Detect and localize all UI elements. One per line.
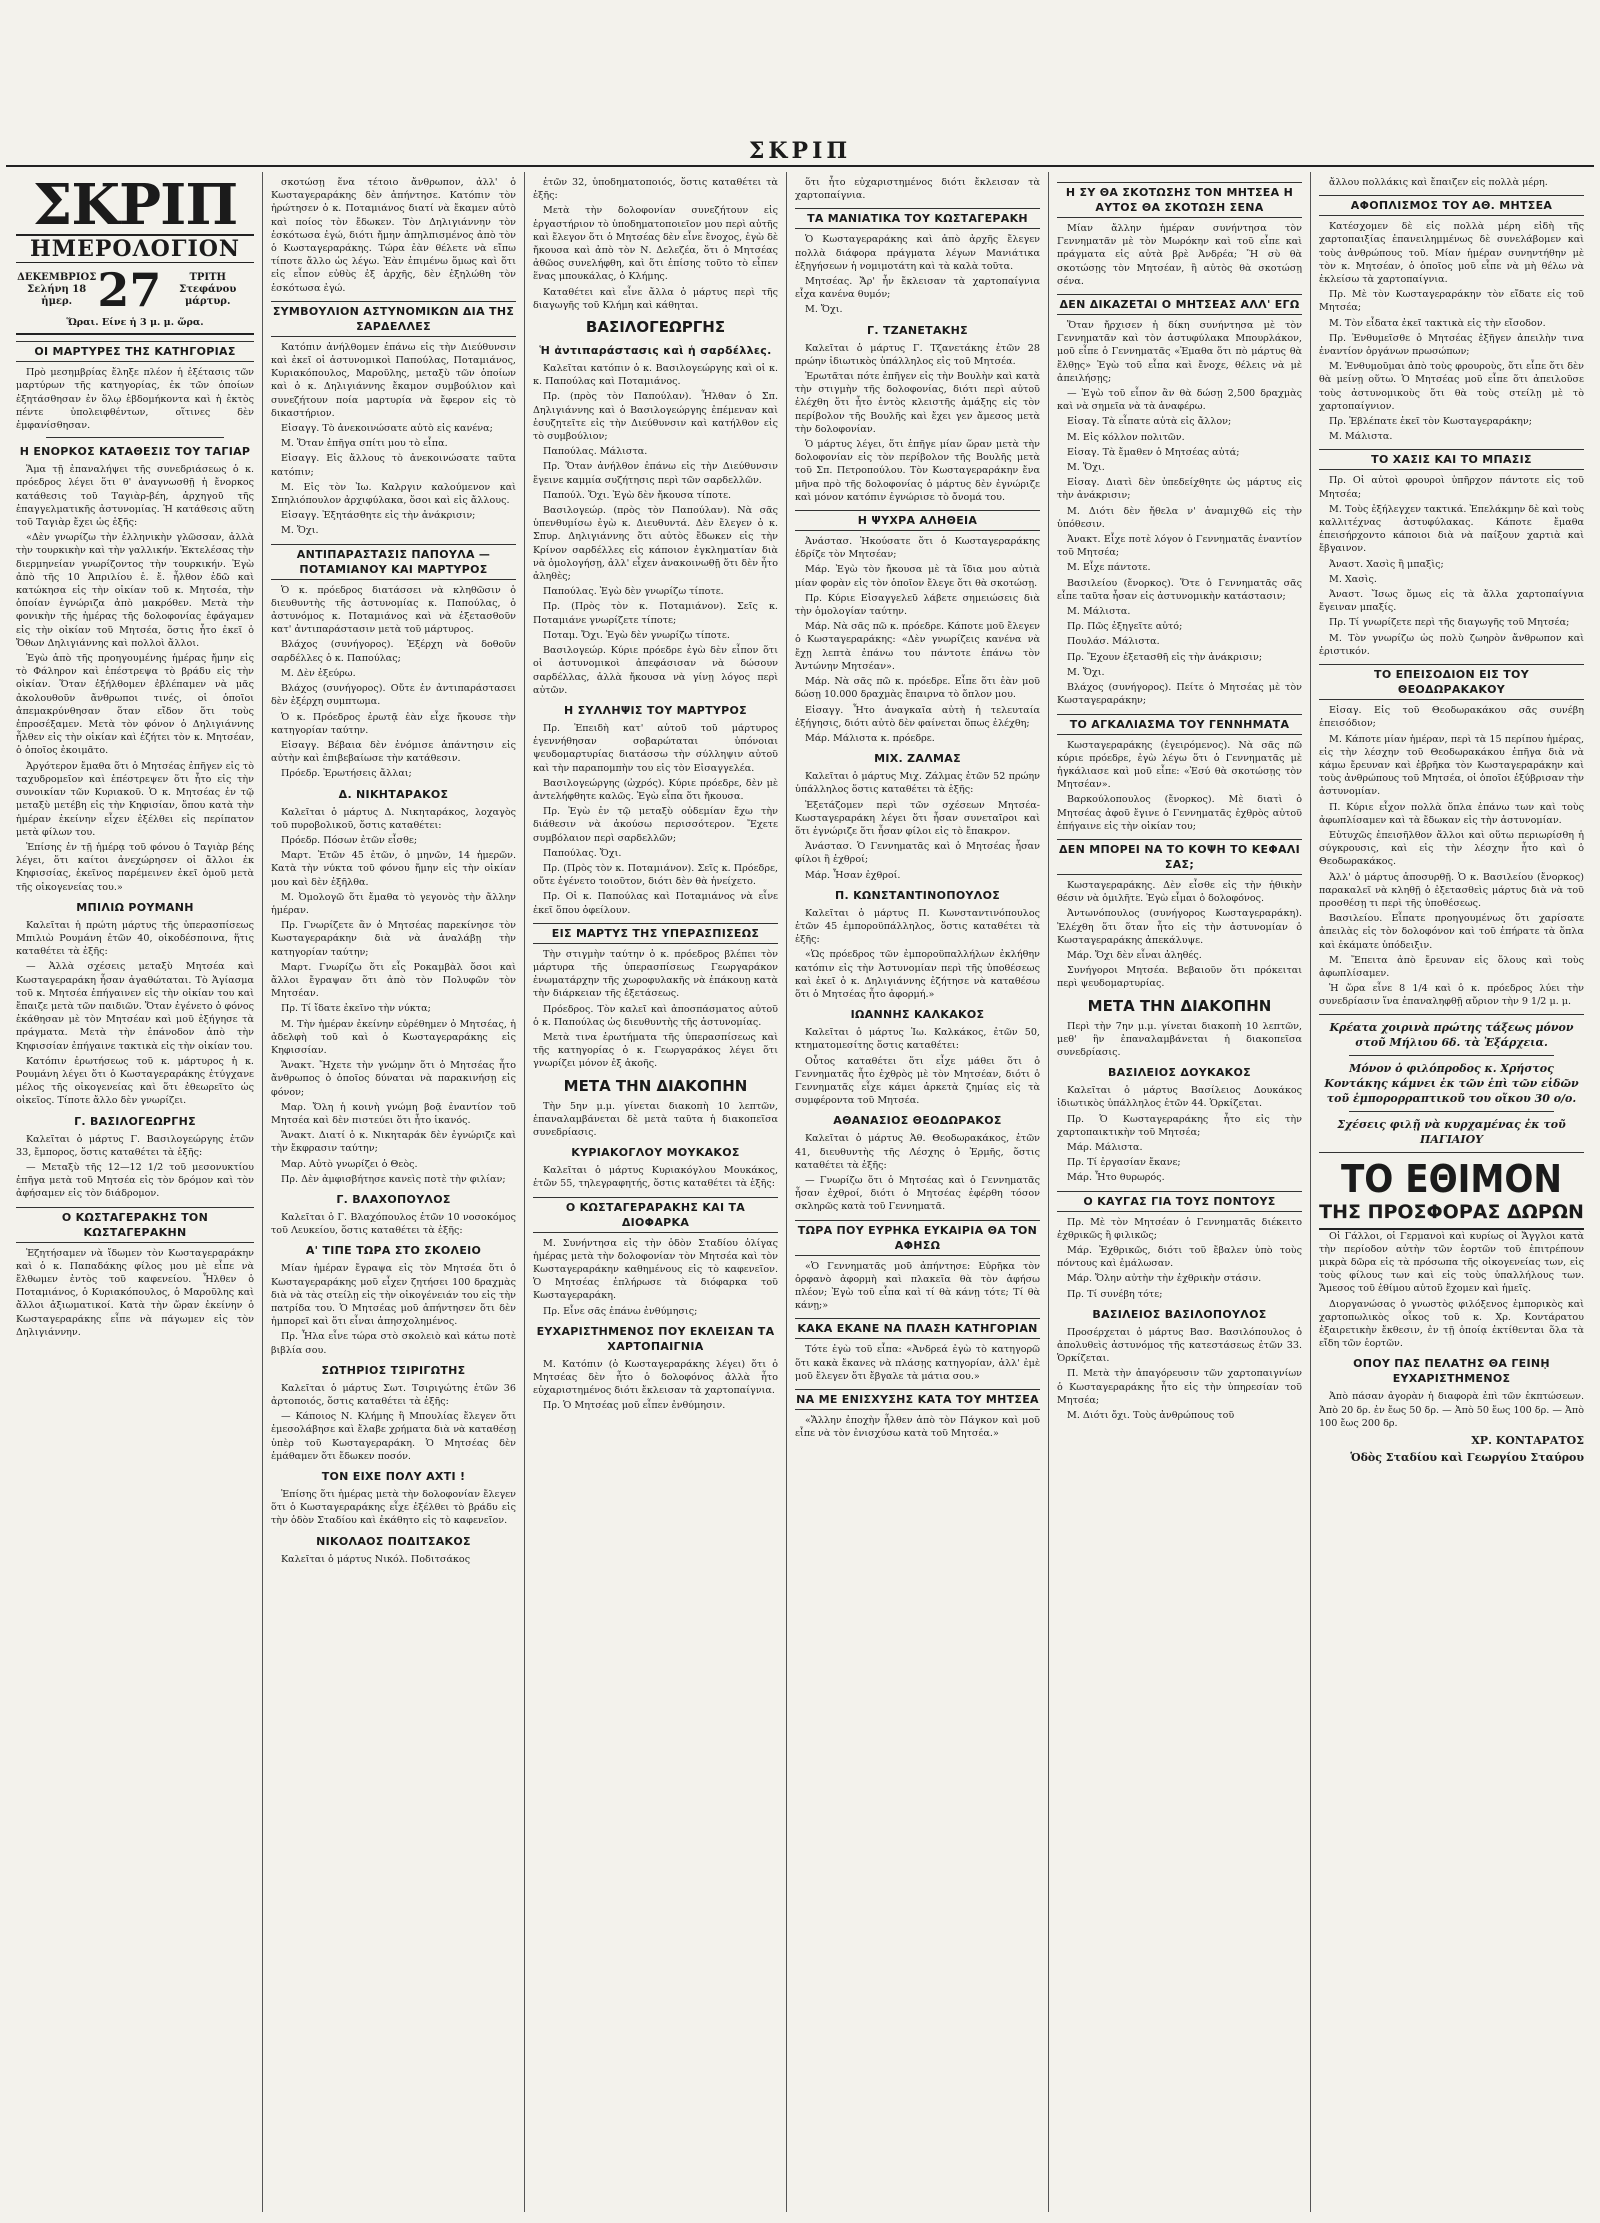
paragraph: Πρ. (πρὸς τὸν Παπούλαν). Ἦλθαν ὁ Σπ. Δηλιγιάννης καὶ ὁ Βασιλογεώργης ἐπέμεναν καὶ ἐσυζητεῖτε εἰς τὴν Διεύθυνσιν καὶ κατήλθον εἰς τὸ συμβούλιον; (533, 391, 778, 443)
headline: ΤΑ ΜΑΝΙΑΤΙΚΑ ΤΟΥ ΚΩΣΤΑΓΕΡΑΚΗ (795, 208, 1040, 229)
paragraph: Ἀνάστασ. Ἠκούσατε ὅτι ὁ Κωσταγεραράκης ἐδρίζε τὸν Μητσέαν; (795, 536, 1040, 561)
paragraph: Εὐτυχῶς ἐπεισῆλθον ἄλλοι καὶ οὕτω περιωρίσθη ἡ σύγκρουσις, καὶ εἰς τὴν λέσχην ἦτο καὶ ὁ Θεοδωρακάκος. (1319, 829, 1584, 868)
paragraph: ὅτι ἦτο εὐχαριστημένος διότι ἔκλεισαν τὰ χαρτοπαίγνια. (795, 177, 1040, 202)
paragraph: σκοτώσῃ ἕνα τέτοιο ἄνθρωπον, ἀλλ' ὁ Κωσταγεραράκης δὲν ἀπήντησε. Κατόπιν τὸν ἠρώτησεν ὁ κ. Ποταμιάνος διατί νὰ ἔκαμεν αὐτὸ καὶ ποίος τὸν ἔδωκεν. Τὸν Δηλιγιάννην τὸν ἐσκότωσα ἐγώ, διότι ἤμην ἀπηλπισμένος ἀπὸ τὸν ὁ Κωσταγεραράκης. Τώρα ἐὰν θέλετε νὰ εἴπω τίποτε ἄλλο ὡς λέγω. Ἐὰν ἐπιμένω ὅμως καὶ ὅτι εἰς εἶπον εὐθὺς ἐξ ἀρχῆς, δὲν ἐξηλώθη τὸν ἐσκότωσα ἐγώ. (271, 177, 516, 294)
paragraph: Πουλάσ. Μάλιστα. (1067, 636, 1160, 648)
paragraph: Πρ. Τί ἴδατε ἐκεῖνο τὴν νύκτα; (281, 1003, 431, 1015)
paragraph: Καλεῖται ὁ μάρτυς Γ. Βασιλογεώργης ἐτῶν 33, ἔμπορος, ὅστις καταθέτει τὰ ἑξῆς: (16, 1133, 254, 1158)
paragraph: Ἐγὼ ἀπὸ τῆς προηγουμένης ἡμέρας ἤμην εἰς τὸ Φάληρον καὶ ἐπέστρεψα τὸ βράδυ εἰς τὴν οἰκίαν. Ὅταν ἐξήλθομεν ἐβλέπαμεν νὰ μᾶς ἀκολουθοῦν ἄνθρωποι τινές, οἱ ὁποῖοι ἀπεμακρύνθησαν ὅταν εἴδον ὅτι τοὺς ἐπροσέξαμεν. Μετὰ τὸν φόνον ὁ Δηλιγιάννης ἦλθεν εἰς τὴν οἰκίαν καὶ ἐζήτει τὸν κ. Μητσέαν, ὁ ὁποῖος ἐκοιμᾶτο. (16, 653, 254, 757)
paragraph: Βλάχος (συνήγορος). Πείτε ὁ Μητσέας μὲ τὸν Κωσταγεραράκην; (1057, 682, 1302, 707)
paragraph: Μ. Διότι ὄχι. Τοὺς ἀνθρώπους τοῦ (1067, 1410, 1235, 1422)
paragraph: Πρ. Ὁ Κωσταγεραράκης ἦτο εἰς τὴν χαρτοπαικτικὴν τοῦ Μητσέα; (1057, 1113, 1302, 1138)
headline: ΒΑΣΙΛΟΓΕΩΡΓΗΣ (585, 318, 726, 337)
paragraph: Πρ. Τί συνέβη τότε; (1067, 1288, 1163, 1300)
paragraph: Πρὸ μεσημβρίας ἔληξε πλέον ἡ ἐξέτασις τῶν μαρτύρων τῆς κατηγορίας, ἐκ τῶν ὁποίων ἐξητάσθησαν ἐν ὅλῳ ἑβδομήκοντα καὶ ἡ ἐκτὸς πέντε ὑπολειφθέντων, οἵτινες δὲν ἐμφανίσθησαν. (16, 367, 254, 432)
paragraph: Πρ. Μὲ τὸν Μητσέαν ὁ Γεννηματᾶς διέκειτο ἐχθρικῶς ἢ φιλικῶς; (1057, 1216, 1302, 1241)
paragraph: Μ. Χασὶς. (1329, 573, 1377, 585)
paragraph: Μ. Δὲν ἐξεύρω. (281, 667, 356, 679)
headline: Ο ΚΑΥΓΑΣ ΓΙΑ ΤΟΥΣ ΠΟΝΤΟΥΣ (1057, 1191, 1302, 1212)
paragraph: Πρ. Τί ἐργασίαν ἔκανε; (1067, 1157, 1181, 1169)
paragraph: Μ. Εἶχε πάντοτε. (1067, 562, 1151, 574)
paragraph: Καλεῖται κατόπιν ὁ κ. Βασιλογεώργης καὶ οἱ κ. κ. Παπούλας καὶ Ποταμιάνος. (533, 363, 778, 388)
paragraph: Βασιλογεώργης (ὠχρός). Κύριε πρόεδρε, δὲν μὲ ἀντελήφθητε καλῶς. Ἐγὼ εἶπα ὅτι ἤκουσα. (533, 777, 778, 802)
paragraph: Πρ. Ὁ Μητσέας μοῦ εἶπεν ἐνθύμησιν. (543, 1400, 726, 1412)
headline: ΔΕΝ ΔΙΚΑΖΕΤΑΙ Ο ΜΗΤΣΕΑΣ ΑΛΛ' ΕΓΩ (1057, 294, 1302, 315)
paragraph: Ἐπίσης ἐν τῇ ἡμέρᾳ τοῦ φόνου ὁ Ταγιὰρ βέης λέγει, ὅτι καίτοι ἀνεχώρησεν οἱ ἄλλοι ἐκ Κηφισσίας, ἐκεῖνος παρέμεινεν ἐκεῖ ὁμοῦ μετὰ τῆς οἰκογενείας του.» (16, 841, 254, 893)
paragraph: Μ. Διότι δὲν ἤθελα ν' ἀναμιχθῶ εἰς τὴν ὑπόθεσιν. (1057, 505, 1302, 530)
paragraph: Μίαν ἡμέραν ἔγραψα εἰς τὸν Μητσέα ὅτι ὁ Κωσταγεραράκης μοῦ εἶχεν ζητήσει 100 δραχμὰς διὰ νὰ τὰς στείλῃ εἰς τὴν οἰκογένειάν του εἰς τὴν πατρίδα του. Ὁ Μητσέας μοῦ ἀπήντησεν ὅτι δὲν ἠμπορεῖ καὶ ὅτι εἶναι ἀπησχολημένος. (271, 1263, 516, 1328)
paragraph: Μ. Τὸν εἶδατα ἐκεῖ τακτικὰ εἰς τὴν εἴσοδον. (1329, 317, 1546, 329)
headline: ΜΕΤΑ ΤΗΝ ΔΙΑΚΟΠΗΝ (563, 1076, 748, 1095)
paragraph: Μαρτ. Γνωρίζω ὅτι εἶς Ροκαμβὰλ ὅσοι καὶ ἄλλοι ἔγραψαν ὅτι ἀπὸ τὸν Πολυφῶν τὸν Μητσέαν. (271, 961, 516, 1000)
headline: ΝΑ ΜΕ ΕΝΙΣΧΥΣΗΣ ΚΑΤΑ ΤΟΥ ΜΗΤΣΕΑ (795, 1389, 1040, 1410)
headline: ΜΠΙΛΙΩ ΡΟΥΜΑΝΗ (76, 900, 194, 914)
paragraph: Ὁ Κωσταγεραράκης καὶ ἀπὸ ἀρχῆς ἔλεγεν πολλὰ διάφορα πράγματα λέγων Μανιάτικα ἐξηγήσεων ἡ νομιμοτάτη καὶ τὰ καλὰ τοῦτα. (795, 234, 1040, 272)
headline: ΑΝΤΙΠΑΡΑΣΤΑΣΙΣ ΠΑΠΟΥΛΑ — ΠΟΤΑΜΙΑΝΟΥ ΚΑΙ ΜΑΡΤΥΡΟΣ (271, 544, 516, 580)
paragraph: Κωσταγεραράκης. Δὲν εἶσθε εἰς τὴν ἡθικὴν θέσιν νὰ ὁμιλῆτε. Ἐγὼ εἶμαι ὁ δολοφόνος. (1057, 879, 1302, 905)
divider (1349, 1111, 1554, 1112)
paragraph: Πρ. (Πρὸς τὸν κ. Ποταμιάνον). Σεῖς κ. Πρόεδρε, οὔτε ἐγένετο τοιοῦτον, διότι δὲν θὰ ἠνείχετο. (533, 862, 778, 888)
paragraph: Μ. Μάλιστα. (1067, 606, 1131, 618)
headline: ΕΥΧΑΡΙΣΤΗΜΕΝΟΣ ΠΟΥ ΕΚΛΕΙΣΑΝ ΤΑ ΧΑΡΤΟΠΑΙΓΝΙΑ (536, 1324, 775, 1353)
paragraph: — Μεταξὺ τῆς 12—12 1/2 τοῦ μεσονυκτίου ἐπῆγα μετὰ τοῦ Μητσέα εἰς τὸν δρόμον καὶ τὸν ἀφήσαμεν εἰς τὸν διάδρομον. (16, 1161, 254, 1200)
column-3 (525, 172, 787, 2212)
headline: Η ΣΥΛΛΗΨΙΣ ΤΟΥ ΜΑΡΤΥΡΟΣ (564, 703, 747, 717)
paragraph: Ὁ κ. Πρόεδρος ἐρωτᾷ ἐὰν εἶχε ἤκουσε τὴν κατηγορίαν ταύτην. (271, 711, 516, 736)
headline: ΑΘΑΝΑΣΙΟΣ ΘΕΟΔΩΡΑΚΟΣ (833, 1114, 1002, 1128)
date-left (16, 272, 97, 308)
paragraph: Εἰσαγγ. Ἐξητάσθητε εἰς τὴν ἀνάκρισιν; (281, 510, 476, 522)
paragraph: Π. Μετὰ τὴν ἀπαγόρευσιν τῶν χαρτοπαιγνίων ὁ Κωσταγεραράκης ἦτο εἰς τὴν ὑπηρεσίαν τοῦ Μητσέα; (1057, 1368, 1302, 1406)
headline: Γ. ΒΛΑΧΟΠΟΥΛΟΣ (336, 1193, 451, 1206)
paragraph: Βαρκούλοπουλος (ἔνορκος). Μὲ διατὶ ὁ Μητσέας ἀφοῦ ἔγινε ὁ Γεννηματᾶς ἐχθρὸς αὐτοῦ ἐπήγαινε εἰς τὴν οἰκίαν του; (1057, 794, 1302, 832)
paragraph: Συνήγοροι Μητσέα. Βεβαιοῦν ὅτι πρόκειται περὶ ψευδομαρτυρίας. (1057, 965, 1302, 990)
paragraph: Πρ. Ἔχουν ἐξετασθῆ εἰς τὴν ἀνάκρισιν; (1067, 651, 1263, 663)
headline: ΚΑΚΑ ΕΚΑΝΕ ΝΑ ΠΛΑΣΗ ΚΑΤΗΓΟΡΙΑΝ (795, 1318, 1040, 1339)
time-note: Ὥραι. Είνε ἡ 3 μ. μ. ὥρα. (66, 317, 204, 328)
paragraph: Ἐζητήσαμεν νὰ ἴδωμεν τὸν Κωσταγεραράκην καὶ ὁ κ. Παπαδάκης φίλος μου μὲ εἶπε νὰ ἔλθωμεν ἐντὸς τοῦ καφενείου. Ἦλθεν ὁ Ποταμιάνος, ὁ Κυριακόπουλος, ὁ Μαροῦλης καὶ ἄλλοι ἀξιωματικοί. Κατὰ τὴν ὥραν ἐκείνην ὁ Κωσταγεραράκης εἶπε νὰ πάγωμεν εἰς τὸν Δηλιγιάννην. (16, 1247, 254, 1338)
column-1 (8, 172, 263, 2212)
paragraph: Μ. Ὄχι. (1067, 666, 1105, 678)
logo-subtitle: ΗΜΕΡΟΛΟΓΙΟΝ (16, 234, 254, 263)
paragraph: Πρόεδρ. Ἐρωτήσεις ἄλλαι; (281, 768, 412, 780)
paragraph: Καταθέτει καὶ εἶνε ἄλλα ὁ μάρτυς περὶ τῆς διαγωγῆς τοῦ Κλήμη καὶ κάθηται. (533, 286, 778, 311)
paragraph: Ἐρωτᾶται πότε ἐπῆγεν εἰς τὴν Βουλὴν καὶ κατὰ τὴν στιγμὴν τῆς δολοφονίας, διότι περὶ αὐτοῦ ἐλέχθη ὅτι ἦτο ἐντὸς κλειστῆς ἁμάξης εἰς τὸν περίβολον τῆς Βουλῆς καὶ ἔχει γεν ἄμεσος μετὰ τὴν δολοφονίαν. (795, 371, 1040, 435)
paragraph: Μ. Τὴν ἡμέραν ἐκείνην εὐρέθημεν ὁ Μητσέας, ἡ ἀδελφὴ τοῦ καὶ ὁ Κωσταγεραράκης εἰς Κηφισσίαν. (271, 1018, 516, 1056)
paragraph: — Γνωρίζω ὅτι ὁ Μητσέας καὶ ὁ Γεννηματᾶς ἦσαν ἐχθροί, διότι ὁ Μητσέας ἐφέρθη τόσον σκληρῶς κατὰ τοῦ Γεννηματᾶ. (795, 1174, 1040, 1213)
day-number: 27 (97, 263, 162, 317)
headline: Η ΕΝΟΡΚΟΣ ΚΑΤΑΘΕΣΙΣ ΤΟΥ ΤΑΓΙΑΡ (19, 445, 251, 459)
paragraph: Μ. Τοὺς ἐξήλεγχεν τακτικά. Ἐπελάκμην δὲ καὶ τοὺς καλλιτέχνας ἀστυφύλακας. Κάποτε ἔμαθα ἐπεισήρχοντο κάποιοι διὰ νὰ παίξουν χαρτιὰ καὶ ἔβγαινον. (1319, 503, 1584, 555)
paragraph: Καλεῖται ὁ μάρτυς Δ. Νικηταράκος, λοχαγὸς τοῦ πυροβολικοῦ, ὅστις καταθέτει: (271, 806, 516, 831)
paragraph: Μάρ. Ἦτο θυρωρός. (1067, 1172, 1165, 1184)
paragraph: Ὁ κ. πρόεδρος διατάσσει νὰ κληθῶσιν ὁ διευθυντὴς τῆς ἀστυνομίας κ. Παπούλας, ὁ ἀστυνόμος κ. Ποταμιάνος καὶ νὰ ἐξετασθοῦν κατ' ἀντιπαράστασιν μετὰ τοῦ μάρτυρος. (271, 584, 516, 636)
paragraph: Μ. Κάποτε μίαν ἡμέραν, περὶ τὰ 15 περίπου ἡμέρας, εἰς τὴν λέσχην τοῦ Θεοδωρακάκου ἐπῆγα διὰ νὰ κάμω ἔρευναν καὶ ἐβρῆκα τὸν Κωσταγεραράκην καὶ τοὺς ἀνθρώπους τοῦ Μητσέα, οἱ ὁποῖοι ἐξύβρισαν τὴν ἀστυνομίαν. (1319, 733, 1584, 798)
paragraph: Μαρ. Ὄλη ἡ κοινὴ γνώμη βοᾷ ἐναντίον τοῦ Μητσέα καὶ δὲν πιστεύει ὅτι ἦτο ἱκανός. (271, 1101, 516, 1126)
paragraph: Μ. Εἰς τὸν Ἰω. Καλργιν καλούμενον καὶ Σπηλιόπουλον ἀρχιφύλακα, ὅσοι καὶ εἰς ἄλλους. (271, 481, 516, 507)
logo-block (16, 172, 254, 335)
paragraph: Πρ. Πῶς ἐξηγεῖτε αὐτό; (1067, 621, 1183, 633)
headline: ΜΙΧ. ΖΑΛΜΑΣ (874, 752, 961, 766)
weekday: ΤΡΙΤΗ (189, 272, 226, 283)
paragraph: Ἄνακτ. Διατί ὁ κ. Νικηταράκ δὲν ἐγνώριζε καὶ τὴν ἔκφρασιν ταύτην; (271, 1130, 516, 1155)
paragraph: Βλάχος (συνήγορος). Οὔτε ἐν ἀντιπαράστασει δὲν ἐξέρχη συμπτωμα. (271, 683, 516, 708)
paragraph: Καλεῖται ὁ Γ. Βλαχόπουλος ἐτῶν 10 νοσοκόμος τοῦ Λευκείου, ὅστις καταθέτει τὰ ἑξῆς: (271, 1212, 516, 1237)
headline: ΒΑΣΙΛΕΙΟΣ ΒΑΣΙΛΟΠΟΥΛΟΣ (1092, 1307, 1267, 1321)
paragraph: Εἰσαγ. Τὰ εἶπατε αὐτὰ εἰς ἄλλον; (1067, 416, 1232, 428)
headline: ΣΥΜΒΟΥΛΙΟΝ ΑΣΤΥΝΟΜΙΚΩΝ ΔΙΑ ΤΗΣ ΣΑΡΔΕΛΛΕΣ (271, 301, 516, 337)
paragraph: Εἰσαγγ. Ἦτο ἀναγκαῖα αὐτὴ ἡ τελευταία ἐξήγησις, διότι αὐτὸ δὲν φαίνεται ὅπως ἐλέχθη; (795, 704, 1040, 729)
paragraph: Μ. Τὸν γνωρίζω ὡς πολὺ ζωηρὸν ἄνθρωπον καὶ ἐριστικόν. (1319, 632, 1584, 657)
column-2 (263, 172, 525, 2212)
paragraph: Πρ. Οἱ αὐτοὶ φρουροὶ ὑπῆρχον πάντοτε εἰς τοῦ Μητσέα; (1319, 475, 1584, 500)
paragraph: — Ἐγὼ τοῦ εἶπον ἂν θὰ δώσῃ 2,500 δραχμὰς καὶ νὰ σημεῖα νὰ τὰ ἀναφέρω. (1057, 388, 1302, 413)
advertisement (1319, 1020, 1584, 1230)
paragraph: Μάρ. Μάλιστα. (1067, 1141, 1143, 1153)
headline: ΑΦΟΠΛΙΣΜΟΣ ΤΟΥ ΑΘ. ΜΗΤΣΕΑ (1319, 195, 1584, 216)
paragraph: — Ἀλλὰ σχέσεις μεταξὺ Μητσέα καὶ Κωσταγεραράκη ἦσαν ἀγαθώταται. Τὸ Ἁγίασμα τοῦ κ. Μητσέα ἐπήγαινεν εἰς τὴν οἰκίαν του καὶ ἔπαιζε μετὰ τῶν παιδιῶν. Ὅταν ἐγένετο ὁ φόνος ἐκάθησαν μὲ τὸν Μητσέαν καὶ μοῦ ἐξήγησε τὰ πράγματα. Μετὰ τὴν ἐπάνοδον ἀπὸ τὴν Κηφισσίαν ἐπήγαινε τακτικὰ εἰς τὴν οἰκίαν του. (16, 961, 254, 1052)
paragraph: Περὶ τὴν 7ην μ.μ. γίνεται διακοπὴ 10 λεπτῶν, μεθ' ἣν ἐπαναλαμβάνεται ἡ διακοπεῖσα συνεδρίασις. (1057, 1020, 1302, 1058)
saint: Στεφάνου μάρτυρ. (179, 284, 237, 307)
headline: Α' ΤΙΠΕ ΤΩΡΑ ΣΤΟ ΣΚΟΛΕΙΟ (305, 1244, 482, 1258)
paragraph: Καλεῖται ὁ μάρτυς Κυριακόγλου Μουκάκος, ἐτῶν 55, τηλεγραφητής, ὅστις καταθέτει τὰ ἑξῆς: (533, 1165, 778, 1190)
date-right (161, 272, 254, 308)
paragraph: Κατόπιν ἐρωτήσεως τοῦ κ. μάρτυρος ἡ κ. Ρουμάνη λέγει ὅτι ὁ Κωσταγεραράκης ἐτύγχανε μέλος τῆς οἰκογενείας καὶ ὅτι ἐθεωρεῖτο ὡς οἰκεῖος. Τίποτε ἄλλο δὲν γνωρίζει. (16, 1055, 254, 1107)
paragraph: Π. Κύριε εἶχον πολλὰ ὅπλα ἐπάνω των καὶ τοὺς ἀφωπλίσαμεν καὶ τὰ ἔδωκαν εἰς τὴν ἀστυνομίαν. (1319, 801, 1584, 826)
paragraph: ἐτῶν 32, ὑποδηματοποιός, ὅστις καταθέτει τὰ ἑξῆς: (533, 177, 778, 202)
column-6 (1311, 172, 1592, 2212)
header-title: ΣΚΡΙΠ (748, 138, 852, 164)
paragraph: Πρ. Μὲ τὸν Κωσταγεραράκην τὸν εἴδατε εἰς τοῦ Μητσέα; (1319, 289, 1584, 314)
paragraph: Προσέρχεται ὁ μάρτυς Βασ. Βασιλόπουλος ὁ ἀπολυθεὶς ἀστυνόμος τῆς κατεστάσεως ἐτῶν 33. Ὁρκίζεται. (1057, 1326, 1302, 1365)
paragraph: Ὁ μάρτυς λέγει, ὅτι ἐπῆγε μίαν ὥραν μετὰ τὴν δολοφονίαν εἰς τὸν περίβολον τῆς Βουλῆς μετὰ τοῦ Σπ. Πετροπούλου. Τὸν Κωσταγεραράκην ἔνα μῆνα πρὸ τῆς δολοφονίας ὁ μάρτυς δὲν ἐγνώριζε καὶ μόνον κατόπιν ἐγνώρισε τὸ ὄνομά του. (795, 439, 1040, 503)
paragraph: Παπούλας. Μάλιστα. (543, 446, 648, 458)
paragraph: Καλεῖται ὁ μάρτυς Σωτ. Τσιριγώτης ἐτῶν 36 ἀρτοποιός, ὅστις καταθέτει τὰ ἑξῆς: (271, 1382, 516, 1408)
ad-tailor: Μόνον ὁ φιλόπροδος κ. Χρήστος Κοντάκης κάμνει ἐκ τῶν ἐπὶ τῶν εἰδῶν τοῦ ἐμπορορραπτικοῦ του οἴκου 30 ο/ο. (1324, 1061, 1579, 1105)
paragraph: Μάρ. Ἦσαν ἐχθροί. (805, 869, 901, 881)
header-rule (6, 165, 1594, 167)
headline: ΚΥΡΙΑΚΟΓΛΟΥ ΜΟΥΚΑΚΟΣ (571, 1146, 740, 1160)
paragraph: Μ. Ὄχι. (281, 525, 319, 537)
ad-subtitle: ΤΗΣ ΠΡΟΣΦΟΡΑΣ ΔΩΡΩΝ (1319, 1200, 1584, 1230)
paragraph: Καλεῖται ὁ μάρτυς Μιχ. Ζάλμας ἐτῶν 52 πρώην ὑπάλληλος ὅστις καταθέτει τὰ ἑξῆς: (795, 771, 1040, 796)
paragraph: Ἅμα τῇ ἐπαναλήψει τῆς συνεδριάσεως ὁ κ. πρόεδρος λέγει ὅτι θ' ἀναγνωσθῇ ἡ ἔνορκος κατάθεσις τοῦ Ταγιὰρ-βέη, ἀρχηγοῦ τῆς ἐπαγγελματικῆς ἀστυνομίας. Ἡ κατάθεσις αὕτη τοῦ Ταγιὰρ ἔχει ὡς ἑξῆς: (16, 464, 254, 529)
headline: Ο ΚΩΣΤΑΓΕΡΑΡΑΚΗΣ ΚΑΙ ΤΑ ΔΙΟΦΑΡΚΑ (533, 1197, 778, 1233)
paragraph: Μ. Ὀμολογῶ ὅτι ἔμαθα τὸ γεγονὸς τὴν ἄλλην ἡμέραν. (271, 891, 516, 916)
paragraph: Εἰσαγγ. Εἰς ἄλλους τὸ ἀνεκοινώσατε ταῦτα κατόπιν; (271, 453, 516, 478)
paragraph: Κατέσχομεν δὲ εἰς πολλὰ μέρη εἰδὴ τῆς χαρτοπαιξίας ἐπανειλημμένως δὲ συνελάβομεν καὶ τοὺς ἀνθρώπους τοῦ. Μίαν ἡμέραν συνηντήθην μὲ τὸν κ. Μητσέαν, ὁ ὁποῖος μοῦ εἶπε νὰ μὴ θέλω νὰ ἐκλείσω τὰ χαρτοπαίγνια. (1319, 221, 1584, 286)
paragraph: Καλεῖται ὁ μάρτυς Νικόλ. Ποδιτσάκος (281, 1553, 471, 1565)
moon: Σελήνη 18 ἡμερ. (27, 284, 87, 307)
paragraph: Μ. Ἔπειτα ἀπὸ ἔρευναν εἰς ὅλους καὶ τοὺς ἀφωπλίσαμεν. (1319, 954, 1584, 979)
paragraph: Εἰσαγγ. Τὸ ἀνεκοινώσατε αὐτὸ εἰς κανένα; (281, 423, 493, 435)
paragraph: Μάρ. Μάλιστα κ. πρόεδρε. (805, 732, 935, 744)
paragraph: Πρ. Ἐνθυμεῖσθε ὁ Μητσέας ἐξῆγεν ἀπειλὴν τινα ἐναντίον ὀργάνων πρωσώπων; (1319, 332, 1584, 358)
divider (46, 437, 224, 438)
paragraph: Διοργανώσας ὁ γνωστὸς φιλόξενος ἐμπορικὸς καὶ χαρτοπωλικὸς οἶκος τοῦ κ. Χρ. Κοντάρατου ἐξαιρετικὴν ἔκθεσιν, ἐν τῇ ὁποίᾳ ἐκτίθενται ὅλα τὰ εἴδη τῶν ἑορτῶν. (1319, 1298, 1584, 1350)
paragraph: Βασιλείου. Εἶπατε προηγουμένως ὅτι χαρίσατε ἀπειλὰς εἰς τὸν δολοφόνον καὶ τοῦ ἐπήρατε τὰ ὅπλα καὶ ἐκάματε ὑπόδειξιν. (1319, 913, 1584, 951)
paragraph: Καλεῖται ὁ μάρτυς Ἀθ. Θεοδωρακάκος, ἐτῶν 41, διευθυντὴς τῆς Λέσχης ὁ Ἑρμῆς, ὅστις καταθέτει τὰ ἑξῆς: (795, 1133, 1040, 1171)
paragraph: Εἰσαγ. Τὰ ἔμαθεν ὁ Μητσέας αὐτά; (1067, 446, 1240, 458)
paragraph: Μητσέας. Ἄρ' ἦν ἔκλεισαν τὰ χαρτοπαίγνια εἶχα κανένα θυμόν; (795, 276, 1040, 301)
paragraph: Μετὰ τὴν δολοφονίαν συνεζήτουν εἰς ἐργαστήριον τὸ ὑποδηματοποιεῖον μου περὶ αὐτῆς καὶ ἔλεγον ὅτι ὁ Μητσέας δὲν εἶνε ἔνοχος, ἐγὼ δὲ ἤκουσα καὶ ἀπὸ τὸν Ν. Δελεζέα, ὅτι ὁ Μητσέας ἀθῶος συνελήφθη, καὶ ὅτι ἐπίσης τοῦτο τὸ εἶπεν ἕνας μπουκάλας, ὁ Κλήμης. (533, 205, 778, 283)
paragraph: «Ὁ Γεννηματᾶς μοῦ ἀπήντησε: Εὑρῆκα τὸν ὀρφανὸ ἀφορμὴ καὶ πλακεῖα θὰ τὸν ἀφήσω πλέον; Ἐγὼ τοῦ εἶπα καὶ τί θὰ κάνῃ τότε; Τί θὰ κάνῃ;» (795, 1260, 1040, 1312)
ad-title: ΤΟ ΕΘΙΜΟΝ (1340, 1156, 1563, 1201)
headline: ΕΙΣ ΜΑΡΤΥΣ ΤΗΣ ΥΠΕΡΑΣΠΙΣΕΩΣ (533, 923, 778, 944)
paragraph: Παπούλας. Ὄχι. (543, 847, 622, 859)
paragraph: Μ. Ὅχι. (1067, 462, 1105, 474)
paragraph: Μ. Μάλιστα. (1329, 431, 1393, 443)
paragraph: Ἄνακτ. Ἤχετε τὴν γνώμην ὅτι ὁ Μητσέας ἦτο ἄνθρωπος ὁ ὁποῖος δύναται νὰ παρακινήσῃ εἰς φόνον; (271, 1060, 516, 1098)
paragraph: Εἰσαγγ. Βέβαια δὲν ἐνόμισε ἀπάντησιν εἰς αὐτὴν καὶ ἐπιβεβαίωσε τὴν κατάθεσιν. (271, 739, 516, 765)
paragraph: Βασιλογεώρ. Κύριε πρόεδρε ἐγὼ δὲν εἶπον ὅτι οἱ ἀστυνομικοὶ ἀπεφάσισαν νὰ δώσουν σαρδέλλας, ἀλλὰ ἤκουσα νὰ γίνῃ λόγος περὶ αὐτῶν. (533, 645, 778, 696)
paragraph: Ἡ ὥρα εἶνε 8 1/4 καὶ ὁ κ. πρόεδρος λύει τὴν συνεδρίασιν ἵνα ἐπαναληφθῇ αὔριον τὴν 9 1/2 μ. μ. (1319, 983, 1584, 1008)
paragraph: Ἀντωνόπουλος (συνήγορος Κωσταγεραράκη). Ἐλέχθη ὅτι ὅταν ἦτο εἰς τὴν ἀστυνομίαν ὁ Κωσταγεραράκης ἀπεκάλυψε. (1057, 908, 1302, 946)
column-4 (787, 172, 1049, 2212)
paragraph: Μάρ. Ὄλην αὐτὴν τὴν ἐχθρικὴν στάσιν. (1067, 1273, 1262, 1285)
paragraph: Πρ. Ὅταν ἀνήλθον ἐπάνω εἰς τὴν Διεύθυνσιν ἔγεινε καμμία συζήτησις περὶ τῶν σαρδελλῶν. (533, 461, 778, 486)
paragraph: Πρ. (Πρὸς τὸν κ. Ποταμιάνον). Σεῖς κ. Ποταμιάνε γνωρίζετε τίποτε; (533, 601, 778, 626)
paragraph: Μάρ. Νὰ σᾶς πῶ κ. πρόεδρε. Εἶπε ὅτι ἐὰν μοῦ δώσῃ 10.000 δραχμὰς ἔπαιρνα τὸ ὅπλον μου. (795, 676, 1040, 701)
headline: ΤΟ ΧΑΣΙΣ ΚΑΙ ΤΟ ΜΠΑΣΙΣ (1319, 449, 1584, 470)
paragraph: Παπούλας. Ἐγὼ δὲν γνωρίζω τίποτε. (543, 586, 724, 598)
paragraph: Πρ. Δὲν ἀμφισβήτησε κανεὶς ποτὲ τὴν φιλίαν; (281, 1173, 506, 1185)
paragraph: Βασιλείου (ἔνορκος). Ὅτε ὁ Γεννηματᾶς σᾶς εἶπε ταῦτα ἦσαν εἰς ἀστυνομικὴν κατάστασιν; (1057, 577, 1302, 602)
paragraph: Ὅταν ἤρχισεν ἡ δίκη συνήντησα μὲ τὸν Γεννηματᾶν καὶ τὸν ἀστυφύλακα Μπουρλάκον, μοῦ εἶπε ὁ Γεννηματᾶς «Ἐμαθα ὅτι πὸ μάρτυς θὰ ἔλθῃς» Ἐγὼ τοῦ εἶπα καὶ ἔνοχε, θέλεις νὰ μὲ ἀπειλήσῃς; (1057, 320, 1302, 384)
ad-signature: ΧΡ. ΚΟΝΤΑΡΑΤΟΣ (1471, 1434, 1584, 1447)
paragraph: Μαρ. Αὐτὸ γνωρίζει ὁ Θεὸς. (281, 1158, 418, 1170)
headline: ΤΟ ΑΓΚΑΛΙΑΣΜΑ ΤΟΥ ΓΕΝΝΗΜΑΤΑ (1057, 714, 1302, 735)
paragraph: «Ὡς πρόεδρος τῶν ἐμποροϋπαλλήλων ἐκλήθην κατόπιν εἰς τὴν Ἀστυνομίαν περὶ τῆς ὑποθέσεως καὶ ἐκεῖ ὁ κ. Δηλιγιάννης ἐζήτησε νὰ καταθέσω ὅτι ὁ Μητσέας ἦτο ἀφορμή.» (795, 949, 1040, 1000)
column-5 (1049, 172, 1311, 2212)
paragraph: Καλεῖται ἡ πρώτη μάρτυς τῆς ὑπερασπίσεως Μπιλιὼ Ρουμάνη ἐτῶν 40, οἰκοδέσποινα, ἥτις καταθέτει τὰ ἑξῆς: (16, 919, 254, 958)
paragraph: Πρόεδρος. Τὸν καλεῖ καὶ ἀποσπάσματος αὐτοῦ ὁ κ. Παπούλας ὡς διευθυντὴς τῆς ἀστυνομίας. (533, 1003, 778, 1028)
dateline (16, 263, 254, 317)
paragraph: Εἰσαγ. Εἰς τοῦ Θεοδωρακάκου σᾶς συνέβη ἐπεισόδιον; (1319, 705, 1584, 730)
paragraph: Κωσταγεραράκης (ἐγειρόμενος). Νὰ σᾶς πῶ κύριε πρόεδρε, ἐγὼ λέγω ὅτι ὁ Γεννηματᾶς μὲ ἠγκάλιασε καὶ μοῦ εἶπε: «Ἐσύ θὰ σκοτώσῃς τὸν Μητσέαν». (1057, 739, 1302, 791)
page-header (0, 0, 1600, 164)
paragraph: Ἀναστ. Ἴσως ὅμως εἰς τὰ ἄλλα χαρτοπαίγνια ἔγειναν μπαξίς. (1319, 589, 1584, 614)
paragraph: Μάρ. Ἐγὼ τὸν ἤκουσα μὲ τὰ ἴδια μου αὐτιὰ μίαν φορὰν εἰς τὸν ὁποῖον ἔλεγε ὅτι θὰ σκοτώσῃ. (795, 564, 1040, 589)
newspaper-logo: ΣΚΡΙΠ (32, 172, 238, 238)
paragraph: Πρ. Οἱ κ. Παπούλας καὶ Ποταμιάνος νὰ εἶνε ἐκεῖ ὅπου ὀφείλουν. (533, 891, 778, 916)
paragraph: Τὴν 5ην μ.μ. γίνεται διακοπὴ 10 λεπτῶν, ἐπαναλαμβάνεται δὲ μετὰ ταῦτα ἡ διακοπεῖσα συνεδρίασις. (533, 1100, 778, 1138)
paragraph: ἄλλου πολλάκις καὶ ἔπαιζεν εἰς πολλὰ μέρη. (1329, 177, 1548, 188)
paragraph: Καλεῖται ὁ μάρτυς Π. Κωνσταντινόπουλος ἐτῶν 45 ἐμποροϋπάλληλος, ὅστις καταθέτει τὰ ἑξῆς: (795, 907, 1040, 946)
headline: Π. ΚΩΝΣΤΑΝΤΙΝΟΠΟΥΛΟΣ (834, 888, 1001, 902)
headline: ΔΕΝ ΜΠΟΡΕΙ ΝΑ ΤΟ ΚΟΨΗ ΤΟ ΚΕΦΑΛΙ ΣΑΣ; (1057, 839, 1302, 875)
paragraph: Πρ. Ἐπειδὴ κατ' αὐτοῦ τοῦ μάρτυρος ἐγεννήθησαν σοβαρώταται ὑπόνοιαι ψευδομαρτυρίας διατάσσω τὴν σύλληψιν αὐτοῦ καὶ τὴν παραπομπὴν του εἰς τὸν Εἰσαγγελέα. (533, 722, 778, 774)
paragraph: Τότε ἐγὼ τοῦ εἶπα: «Ἀνδρεά ἐγὼ τὸ κατηγορῶ ὅτι κακὰ ἔκανες νὰ πλάσῃς κατηγορίαν, ἀλλ' ἐμὲ μοῦ ἔλεγεν ὅτι ἔβγαλε τὰ μάτια σου.» (795, 1344, 1040, 1382)
paragraph: Μ. Κατόπιν (ὁ Κωσταγεραράκης λέγει) ὅτι ὁ Μητσέας δὲν ἦτο ὁ δολοφόνος ἀλλὰ ἦτο εὐχαριστημένος διότι ἔκλεισαν τὰ χαρτοπαίγνια. (533, 1358, 778, 1397)
ad-meat: Κρέατα χοιρινὰ πρώτης τάξεως μόνον στοῦ Μήλιου 6δ. τὰ Ἐξάρχεια. (1329, 1020, 1574, 1049)
paragraph: Βασιλογεώρ. (πρὸς τὸν Παπούλαν). Νὰ σᾶς ὑπενθυμίσω ἐγὼ κ. Διευθυντά. Δὲν ἔλεγεν ὁ κ. Σπυρ. Δηλιγιάννης ὅτι αὐτὸς ἔδωκεν εἰς τὴν Κρίνον σαρδέλλες εἰς κάποιον ἐγκληματίαν διὰ νὰ ὁμολογήσῃ, ἀλλ' εἶχεν ἀνακοινωθῇ ὅτι δὲν ἦτο ἀληθὲς; (533, 505, 778, 583)
headline: ΙΩΑΝΝΗΣ ΚΑΛΚΑΚΟΣ (850, 1008, 985, 1022)
paragraph: «Ἄλλην ἐποχὴν ἦλθεν ἀπὸ τὸν Πάγκον καὶ μοῦ εἶπε νὰ τὸν ἐνισχύσω κατὰ τοῦ Μητσέα.» (795, 1415, 1040, 1440)
paragraph: Ποταμ. Ὄχι. Ἐγὼ δὲν γνωρίζω τίποτε. (543, 629, 730, 641)
paragraph: Ἀργότερον ἔμαθα ὅτι ὁ Μητσέας ἐπῆγεν εἰς τὸ ταχυδρομεῖον καὶ ἐπέστρεψεν ὅτι ἦτο εἰς τὴν συνοικίαν τῶν Κυριακοῦ. Ὁ κ. Μητσέας ἐν τῷ μεταξὺ μετέβη εἰς τὴν Κηφισίαν, ὅπου κατὰ τὴν ἡμέραν ἐκείνην εἶχεν ἐξέλθει εἰς περίπατον μετὰ φίλων του. (16, 760, 254, 838)
ad-store: Σχέσεις φιλῇ νὰ κυρχαμένας ἐκ τοῦ ΠΑΓΙΑΙΟΥ (1337, 1117, 1566, 1146)
paragraph: Ἐπίσης ὅτι ἡμέρας μετὰ τὴν δολοφονίαν ἔλεγεν ὅτι ὁ Κωσταγεραράκης εἶχε ἐξέλθει τὸ βράδυ εἰς τὴν ὁδὸν Σταδίου καὶ ἐκάθητο εἰς τὸ καφενεῖον. (271, 1489, 516, 1527)
subheadline: Ἡ ἀντιπαράστασις καὶ ἡ σαρδέλλες. (539, 344, 772, 358)
paragraph: Πρ. Ἐγὼ ἐν τῷ μεταξὺ οὐδεμίαν ἔχω τὴν διάθεσιν νὰ ἀκούσω περισσότερον. Ἔχετε συμβόλαιον περὶ σαρδελλῶν; (533, 806, 778, 844)
paragraph: Πρ. Ἐβλέπατε ἐκεῖ τὸν Κωσταγεραράκην; (1329, 416, 1532, 428)
headline: Δ. ΝΙΚΗΤΑΡΑΚΟΣ (338, 787, 449, 801)
headline: Η ΨΥΧΡΑ ΑΛΗΘΕΙΑ (795, 510, 1040, 531)
paragraph: Μάρ. Ὄχι δὲν εἶναι ἀληθές. (1067, 949, 1202, 961)
paragraph: Πρόεδρ. Πόσων ἐτῶν εἶσθε; (281, 834, 418, 846)
paragraph: Πρ. Τί γνωρίζετε περὶ τῆς διαγωγῆς τοῦ Μητσέα; (1329, 617, 1570, 629)
paragraph: Ἀνάστασ. Ὁ Γεννηματᾶς καὶ ὁ Μητσέας ἦσαν φίλοι ἢ ἐχθροί; (795, 841, 1040, 866)
month: ΔΕΚΕΜΒΡΙΟΣ (17, 272, 97, 283)
paragraph: Μίαν ἄλλην ἡμέραν συνήντησα τὸν Γεννηματᾶν μὲ τὸν Μωρόκην καὶ τοῦ εἶπε καὶ πράγματα εἰς αὐτὰ βρὲ Ἀνδρέα; Ἢ σὺ θὰ σκοτώσῃς τὸν Μητσέαν, ἢ αὐτὸς θὰ σκοτώσῃ σένα. (1057, 223, 1302, 287)
divider (1319, 1152, 1584, 1153)
paragraph: Ἐξετάζομεν περὶ τῶν σχέσεων Μητσέα-Κωσταγεραράκη λέγει ὅτι ἦσαν συνεταῖροι καὶ ὅτι ἐγνώριζε ὅτι ἦσαν φίλοι εἰς τὸ ἔπακρον. (795, 799, 1040, 837)
paragraph: Μ. Ἐνθυμοῦμαι ἀπὸ τοὺς φρουροὺς, ὅτι εἶπε ὅτι δὲν θὰ μείνῃ οὕτω. Ὁ Μητσέας μοῦ εἶπε ὅτι ἀπειλοῦσε τοὺς ἀστυνομικοὺς ὅτι θὰ τοὺς στείλῃ μὲ τὸ χαρτοπαίγνιον. (1319, 361, 1584, 412)
ad-address: Ὁδὸς Σταδίου καὶ Γεωργίου Σταύρου (1350, 1451, 1584, 1465)
paragraph: Πρ. Ἦλα εἶνε τώρα στὸ σκολειὸ καὶ κάτω ποτὲ βιβλία σου. (271, 1331, 516, 1356)
headline: ΟΠΟΥ ΠΑΣ ΠΕΛΑΤΗΣ ΘΑ ΓΕΙΝῌ ΕΥΧΑΡΙΣΤΗΜΕΝΟΣ (1353, 1357, 1550, 1386)
columns (8, 172, 1592, 2212)
paragraph: Μαρτ. Ἐτῶν 45 ἐτῶν, ὁ μηνῶν, 14 ἡμερῶν. Κατὰ τὴν νύκτα τοῦ φόνου ἤμην εἰς τὴν οἰκίαν μου καὶ δὲν ἐξῆλθα. (271, 850, 516, 888)
paragraph: Καλεῖται ὁ μάρτυς Βασίλειος Δουκάκος ἰδιωτικὸς ὑπάλληλος ἐτῶν 44. Ὁρκίζεται. (1057, 1085, 1302, 1110)
headline: ΜΕΤΑ ΤΗΝ ΔΙΑΚΟΠΗΝ (1087, 996, 1272, 1015)
headline: Γ. ΤΖΑΝΕΤΑΚΗΣ (867, 323, 968, 337)
paragraph: Μάρ. Νὰ σᾶς πῶ κ. πρόεδρε. Κάποτε μοῦ ἔλεγεν ὁ Κωσταγεραράκης: «Δὲν γνωρίζεις κανένα νὰ ἔχῃ λεπτὰ ἐπάνω του πάντοτε ἐπάνω τὸν Ἀντώνην Μητσέαν». (795, 621, 1040, 672)
headline: ΤΟΝ ΕΙΧΕ ΠΟΛΥ ΑΧΤΙ ! (321, 1470, 466, 1484)
headline: ΤΟ ΕΠΕΙΣΟΔΙΟΝ ΕΙΣ ΤΟΥ ΘΕΟΔΩΡΑΚΑΚΟΥ (1319, 664, 1584, 700)
paragraph: Πρ. Εἶνε σᾶς ἐπάνω ἐνθύμησις; (543, 1305, 698, 1317)
paragraph: Καλεῖται ὁ μάρτυς Γ. Τζανετάκης ἐτῶν 28 πρώην ἰδιωτικὸς ὑπάλληλος εἰς τοῦ Μητσέα. (795, 342, 1040, 367)
paragraph: Ἀνακτ. Εἶχε ποτὲ λόγον ὁ Γεννηματᾶς ἐναντίον τοῦ Μητσέα; (1057, 534, 1302, 559)
paragraph: Κατόπιν ἀνήλθομεν ἐπάνω εἰς τὴν Διεύθυνσιν καὶ ἐκεῖ οἱ ἀστυνομικοὶ Παπούλας, Ποταμιάνος, Κυριακόπουλος, Μαροῦλης, μεταξὺ τῶν ὁποίων καὶ ὁ κ. Δηλιγιάννης ἔκαμον συμβούλιον καὶ συνεζήτουν ποία μαρτυρία νὰ ἔφερον εἰς τὸ δικαστήριον. (271, 341, 516, 419)
paragraph: Ἀναστ. Χασὶς ἢ μπαξὶς; (1329, 558, 1444, 570)
paragraph: «Δὲν γνωρίζω τὴν ἑλληνικὴν γλῶσσαν, ἀλλὰ τὴν τουρκικὴν καὶ τὴν γαλλικήν. Ἐκτελέσας τὴν διερμηνείαν γνωρίζοντος τὴν τουρκικήν. Ἐγὼ ἀπὸ τῆς 10 Ἀπριλίου ἐ. ἔ. ἦλθον ἐδῶ καὶ κατώκησα εἰς τὴν οἰκίαν τοῦ κ. Μητσέα, τὴν ὁποίαν ἐγνώριζα ἀπὸ μακρόθεν. Μετὰ τὴν φονικὴν τῆς ἡμέρας τῆς δολοφονίας ἐφάγαμεν εἰς τὴν οἰκίαν τοῦ Μητσέα, ὅστις ἦτο ἐκεῖ ὁ Ὄθων Δηλιγιάννης καὶ πολλοὶ ἄλλοι. (16, 532, 254, 649)
paragraph: Μ. Συνήντησα εἰς τὴν ὁδὸν Σταδίου ὀλίγας ἡμέρας μετὰ τὴν δολοφονίαν τὸν Μητσέα καὶ τὸν Κωσταγεραράκην καθημένους εἰς τὸ καφενεῖον. Ὁ Μητσέας ἐπλήρωσε τὰ διόφαρκα τοῦ Κωσταγεραράκη. (533, 1237, 778, 1302)
paragraph: Μ. Ὄχι. (805, 304, 843, 316)
paragraph: Οὗτος καταθέτει ὅτι εἶχε μάθει ὅτι ὁ Γεννηματᾶς ἦτο ἐχθρὸς μὲ τὸν Μητσέαν, διότι ὁ Γεννηματᾶς εἶχε κάμει ἀρκετὰ ζημίας εἰς τὰ συμφέροντα τοῦ Μητσέα. (795, 1055, 1040, 1107)
paragraph: Τὴν στιγμὴν ταύτην ὁ κ. πρόεδρος βλέπει τὸν μάρτυρα τῆς ὑπερασπίσεως Γεωργαράκον ἐνωματάρχην τῆς χωροφυλακῆς νὰ ἐπάκουῃ κατὰ τὴν διάρκειαν τῆς ἐξετάσεως. (533, 948, 778, 1000)
paragraph: Παπούλ. Ὄχι. Ἐγὼ δὲν ἤκουσα τίποτε. (543, 489, 732, 501)
headline: ΝΙΚΟΛΑΟΣ ΠΟΔΙΤΣΑΚΟΣ (316, 1534, 471, 1548)
headline: Γ. ΒΑΣΙΛΟΓΕΩΡΓΗΣ (74, 1114, 196, 1128)
headline: ΤΩΡΑ ΠΟΥ ΕΥΡΗΚΑ ΕΥΚΑΙΡΙΑ ΘΑ ΤΟΝ ΑΦΗΣΩ (795, 1220, 1040, 1256)
paragraph: — Κάποιος Ν. Κλήμης ἢ Μπουλίας ἔλεγεν ὅτι ἐμεσολάβησε καὶ ἔλαβε χρήματα διὰ νὰ καταθέσῃ ὑπὲρ τοῦ Κωσταγεραράκη. Ὁ Μητσέας δὲν ἐμάθαμεν ὅτι ἔδωκεν ποσόν. (271, 1411, 516, 1462)
headline: Ο ΚΩΣΤΑΓΕΡΑΚΗΣ ΤΟΝ ΚΩΣΤΑΓΕΡΑΚΗΝ (16, 1207, 254, 1243)
paragraph: Καλεῖται ὁ μάρτυς Ἰω. Καλκάκος, ἐτῶν 50, κτηματομεσίτης ὅστις καταθέτει: (795, 1027, 1040, 1052)
paragraph: Βλάχος (συνήγορος). Ἐξέρχη νὰ δοθοῦν σαρδέλλες ὁ κ. Παπούλας; (271, 639, 516, 664)
divider (1349, 1055, 1554, 1056)
paragraph: Πρ. Κύριε Εἰσαγγελεῦ λάβετε σημειώσεις διὰ τὴν ὁμολογίαν ταύτην. (795, 592, 1040, 618)
paragraph: Μ. Εἰς κόλλον πολιτῶν. (1067, 431, 1185, 443)
paragraph: Μάρ. Ἐχθρικῶς, διότι τοῦ ἔβαλεν ὑπὸ τοὺς πόντους καὶ ἐμάλωσαν. (1057, 1244, 1302, 1270)
divider (1319, 1014, 1584, 1015)
paragraph: Οἱ Γάλλοι, οἱ Γερμανοὶ καὶ κυρίως οἱ Ἄγγλοι κατὰ τὴν περίοδον αὐτὴν τῶν ἑορτῶν τοῦ ἐπιτρέπουν μικρὰ δῶρα εἰς τὰ πρόσωπα τῆς οἰκογενείας των, εἰς τοὺς φίλους των καὶ εἰς τοὺς ὑπαλλήλους των. Ἄμεσος τοῦ ἐθίμου αὐτοῦ ἔχομεν καὶ ἡμεῖς. (1319, 1230, 1584, 1295)
headline: ΟΙ ΜΑΡΤΥΡΕΣ ΤΗΣ ΚΑΤΗΓΟΡΙΑΣ (16, 341, 254, 362)
headline: ΣΩΤΗΡΙΟΣ ΤΣΙΡΙΓΩΤΗΣ (321, 1363, 466, 1377)
headline: Η ΣΥ ΘΑ ΣΚΟΤΩΣΗΣ ΤΟΝ ΜΗΤΣΕΑ Η ΑΥΤΟΣ ΘΑ ΣΚΟΤΩΣΗ ΣΕΝΑ (1057, 182, 1302, 218)
headline: ΒΑΣΙΛΕΙΟΣ ΔΟΥΚΑΚΟΣ (1108, 1066, 1251, 1080)
paragraph: Μ. Ὅταν ἐπῆγα σπίτι μου τὸ εἶπα. (281, 438, 448, 450)
paragraph: Ἀπὸ πάσαν ἀγορὰν ἡ διαφορὰ ἐπὶ τῶν ἐκπτώσεων. Ἀπὸ 20 δρ. ἐν ἔως 50 δρ. — Ἀπὸ 50 ἔως 100 δρ. — Ἀπὸ 100 ἔως 200 δρ. (1319, 1391, 1584, 1429)
paragraph: Πρ. Γνωρίζετε ἂν ὁ Μητσέας παρεκίνησε τὸν Κωσταγεραράκην διὰ νὰ ἀναλάβῃ τὴν κατηγορίαν ταύτην; (271, 920, 516, 958)
paragraph: Μετὰ τινα ἐρωτήματα τῆς ὑπερασπίσεως καὶ τῆς κατηγορίας ὁ κ. Γεωργαράκος λέγει ὅτι γνωρίζει μόνον ἐξ ἀκοῆς. (533, 1031, 778, 1070)
paragraph: Εἰσαγ. Διατὶ δὲν ὑπεδείχθητε ὡς μάρτυς εἰς τὴν ἀνάκρισιν; (1057, 477, 1302, 502)
paragraph: Ἀλλ' ὁ μάρτυς ἀποσυρθῇ. Ὁ κ. Βασιλείου (ἔνορκος) παρακαλεῖ νὰ κληθῇ ὁ ἐξετασθεὶς μάρτυς διὰ νὰ τοῦ προσθέσῃ τι περὶ τῆς ὑποθέσεως. (1319, 871, 1584, 909)
